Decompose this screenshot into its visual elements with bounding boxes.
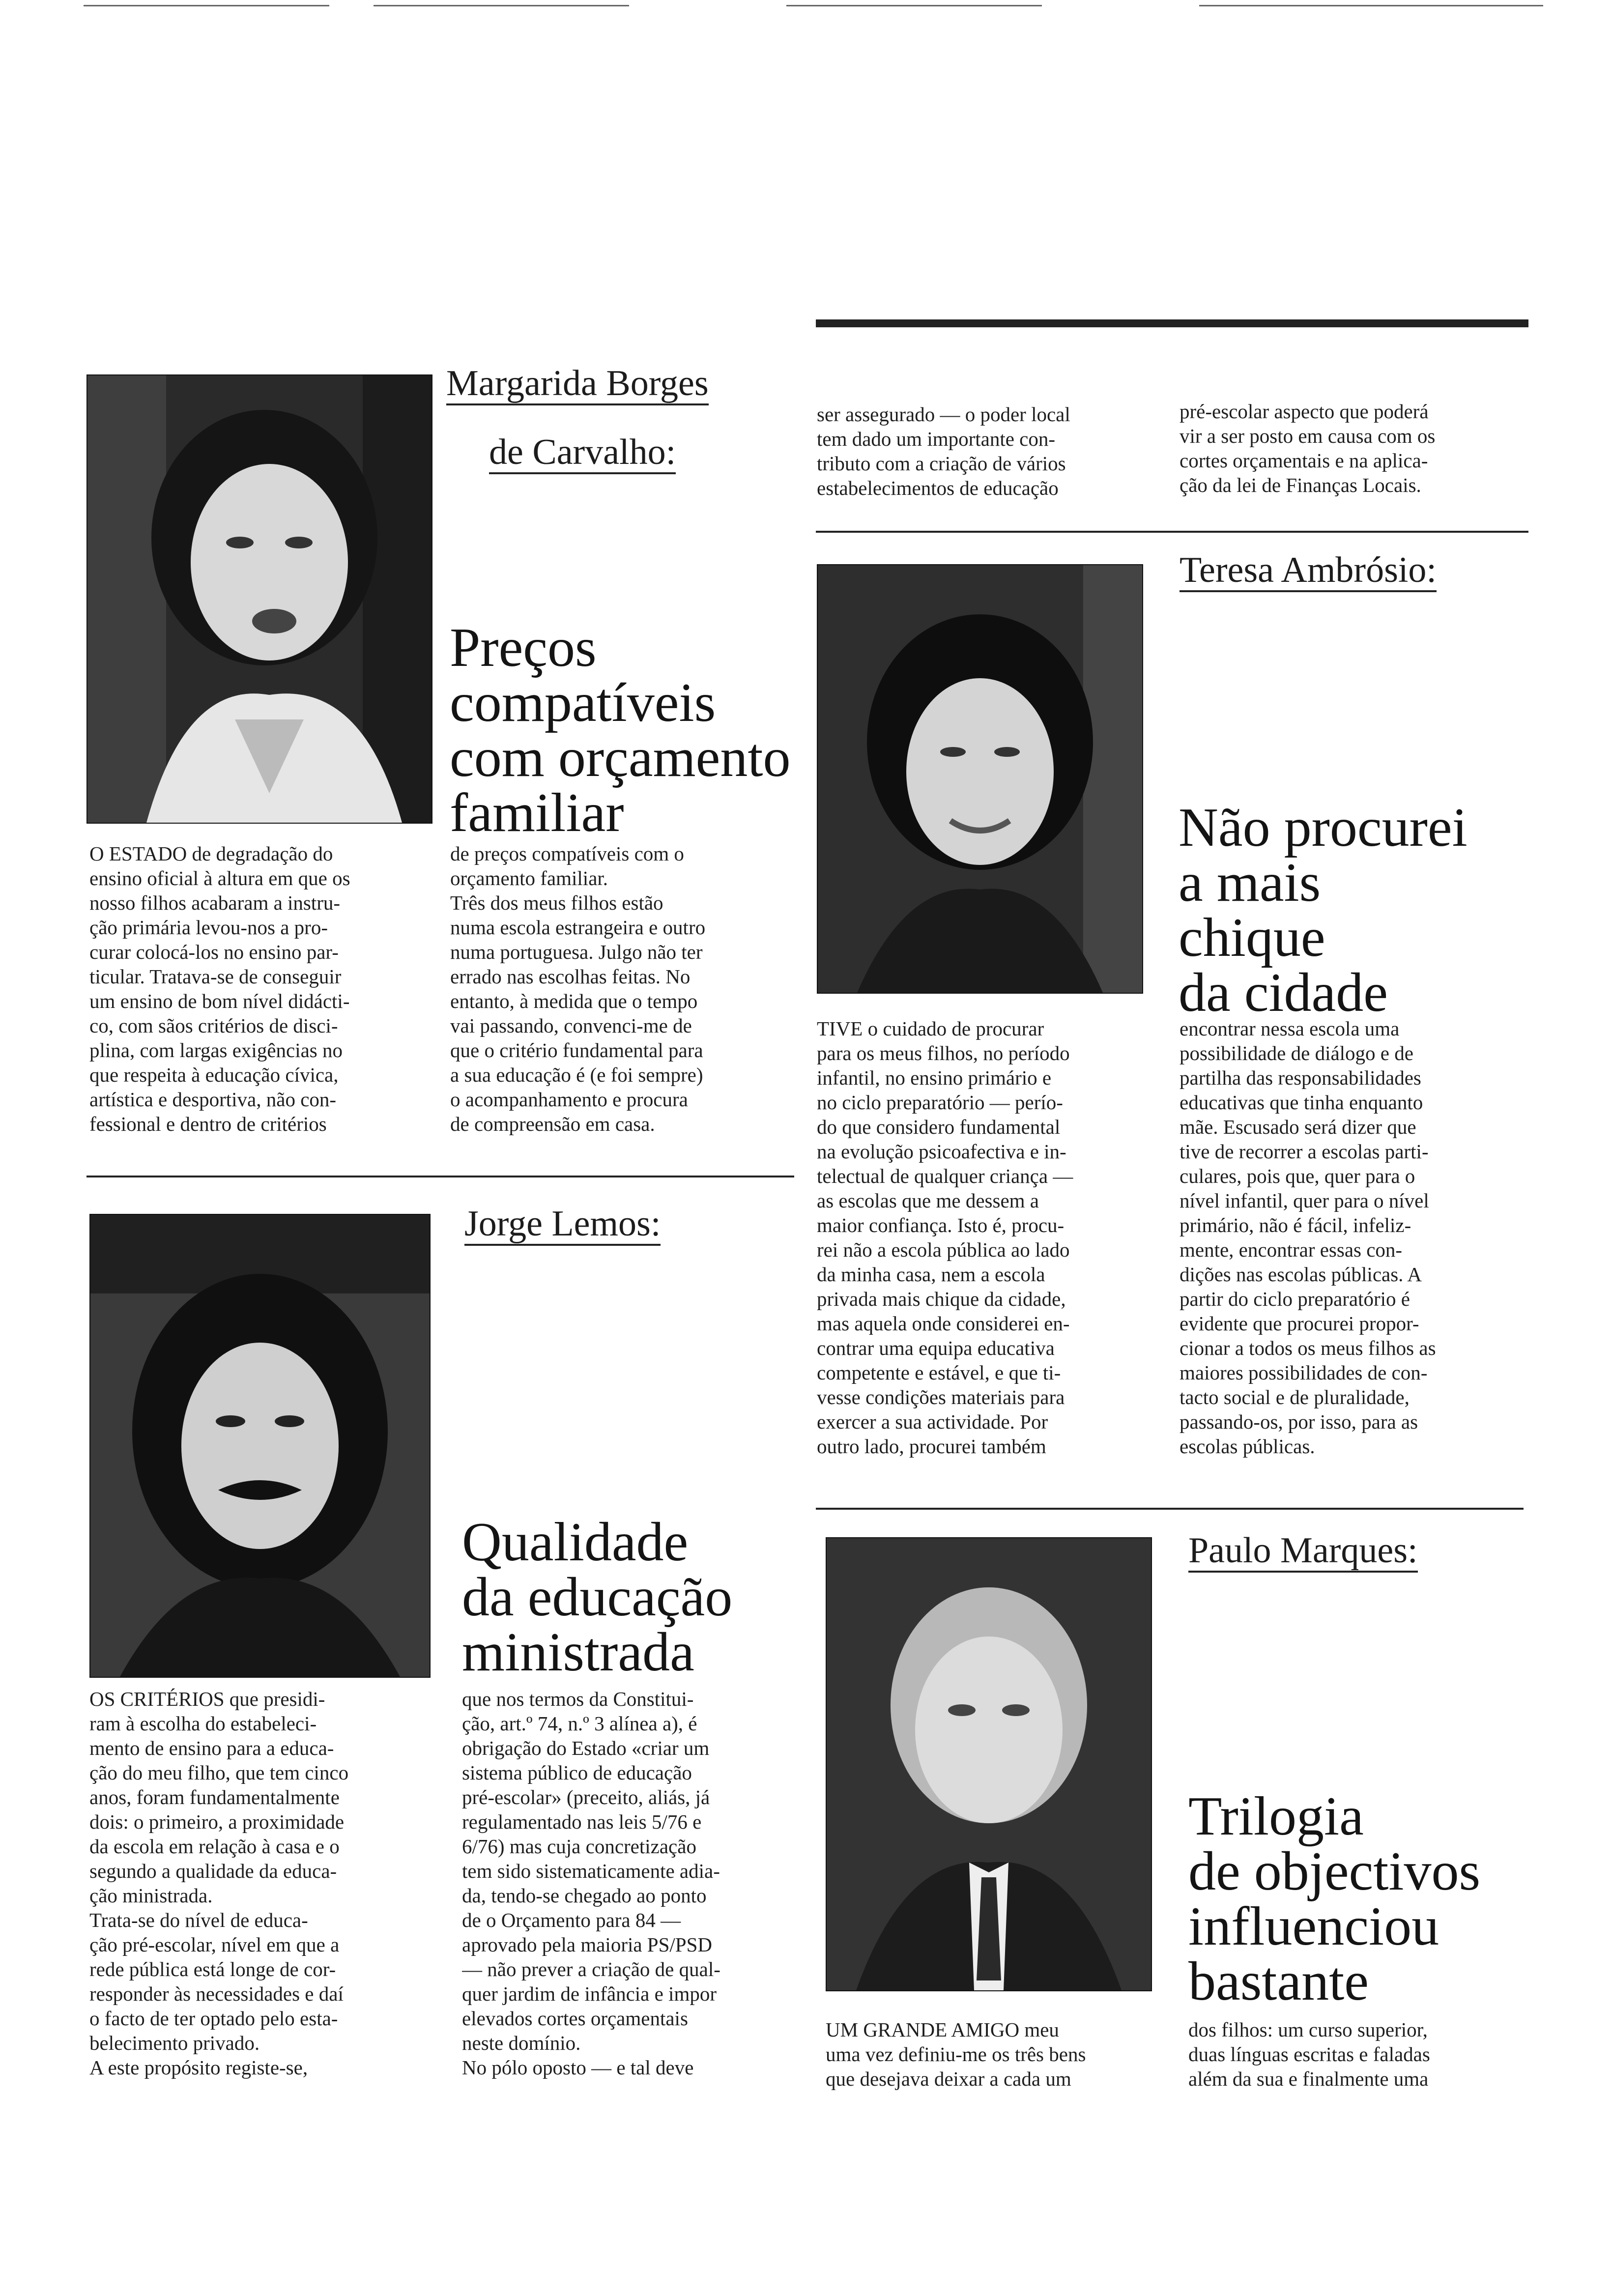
body-jorge-col2: que nos termos da Constitui- ção, art.º 74, n.º 3 alínea a), é obrigação do Estado «criar um sistema público de educação pré-escolar» (preceito, aliás, já regulamentado nas leis 5/76 e 6/76) mas cuja concretização tem sido sistematicamente adia- da, tendo-se chegado ao ponto de o Orçamento para 84 — aprovado pela maioria PS/PSD — não prever a criação de qual- quer jardim de infância e impor elevados cortes orçamentais neste domínio. No pólo oposto — e tal deve xyxy=(462,1688,720,2079)
body-fragment-col3: ser assegurado — o poder local tem dado um importante con- tributo com a criação de vários estabelecimentos de educação xyxy=(817,403,1070,499)
byline-margarida-line1: Margarida Borges xyxy=(446,364,709,403)
body-paulo-col3: UM GRANDE AMIGO meu uma vez definiu-me os três bens que desejava deixar a cada um xyxy=(826,2018,1086,2090)
byline-margarida-line2: de Carvalho: xyxy=(489,432,676,472)
scan-top-rule xyxy=(374,5,629,6)
portrait-photo-margarida xyxy=(86,374,432,824)
rule-above-paulo xyxy=(816,1508,1524,1510)
headline-margarida: Preços compatíveis com orçamento familiar xyxy=(450,617,791,843)
body-jorge-col1: OS CRITÉRIOS que presidi- ram à escolha do estabeleci- mento de ensino para a educa- ção do meu filho, que tem cinco anos, foram fundamentalmente dois: o primeiro, a proximidade da escola em relação à casa e o segundo a qualidade da educa- ção ministrada. Trata-se do nível de educa- ção pré-escolar, nível em que a rede pública está longe de cor- responder às necessidades e daí o facto de ter optado pelo esta- belecimento privado. A este propósito registe-se, xyxy=(89,1688,349,2079)
headline-paulo: Trilogia de objectivos influenciou bastante xyxy=(1188,1786,1481,2012)
portrait-photo-jorge xyxy=(89,1214,431,1678)
rule-below-margarida xyxy=(86,1176,794,1177)
body-fragment-col4: pré-escolar aspecto que poderá vir a ser posto em causa com os cortes orçamentais e na aplica- ção da lei de Finanças Locais. xyxy=(1180,400,1436,496)
byline-teresa: Teresa Ambrósio: xyxy=(1180,550,1437,590)
headline-jorge: Qualidade da educação ministrada xyxy=(462,1512,733,1683)
portrait-photo-teresa xyxy=(817,564,1143,994)
scan-top-rule xyxy=(786,5,1042,6)
headline-teresa: Não procurei a mais chique da cidade xyxy=(1179,797,1468,1023)
byline-jorge: Jorge Lemos: xyxy=(464,1204,661,1244)
body-teresa-col4: encontrar nessa escola uma possibilidade de diálogo e de partilha das responsabilidades educativas que tinha enquanto mãe. Escusado será dizer que tive de recorrer a escolas parti- culares, pois que, quer para o nível infantil, quer para o nível primário, não é fácil, infeliz- mente, encontrar essas con- dições nas escolas públicas. A partir do ciclo preparatório é evidente que procurei propor- cionar a todos os meus filhos as maiores possibilidades de con- tacto social e de pluralidade, passando-os, por isso, para as escolas públicas. xyxy=(1180,1017,1436,1458)
body-teresa-col3: TIVE o cuidado de procurar para os meus filhos, no período infantil, no ensino primário e no ciclo preparatório — perío- do que considero fundamental na evolução psicoafectiva e in- telectual de qualquer criança — as escolas que me dessem a maior confiança. Isto é, procu- rei não a escola pública ao lado da minha casa, nem a escola privada mais chique da cidade, mas aquela onde considerei en- contrar uma equipa educativa competente e estável, e que ti- vesse condições materiais para exercer a sua actividade. Por outro lado, procurei também xyxy=(817,1017,1073,1458)
portrait-photo-paulo xyxy=(826,1537,1152,1991)
byline-paulo: Paulo Marques: xyxy=(1188,1531,1418,1571)
scan-top-rule xyxy=(1199,5,1543,6)
section-top-bar xyxy=(816,319,1528,327)
body-margarida-col2: de preços compatíveis com o orçamento familiar. Três dos meus filhos estão numa escola estrangeira e outro numa portuguesa. Julgo não ter errado nas escolhas feitas. No entanto, à medida que o tempo vai passando, convenci-me de que o critério fundamental para a sua educação é (e foi sempre) o acompanhamento e procura de compreensão em casa. xyxy=(450,842,706,1135)
body-paulo-col4: dos filhos: um curso superior, duas línguas escritas e faladas além da sua e finalmente uma xyxy=(1188,2018,1430,2090)
scan-top-rule xyxy=(84,5,329,6)
rule-below-fragment xyxy=(816,531,1528,533)
body-margarida-col1: O ESTADO de degradação do ensino oficial à altura em que os nosso filhos acabaram a instru- ção primária levou-nos a pro- curar colocá-los no ensino par- ticular. Tratava-se de conseguir um ensino de bom nível didácti- co, com sãos critérios de disci- plina, com largas exigências no que respeita à educação cívica, artística e desportiva, não con- fessional e dentro de critérios xyxy=(89,842,350,1135)
